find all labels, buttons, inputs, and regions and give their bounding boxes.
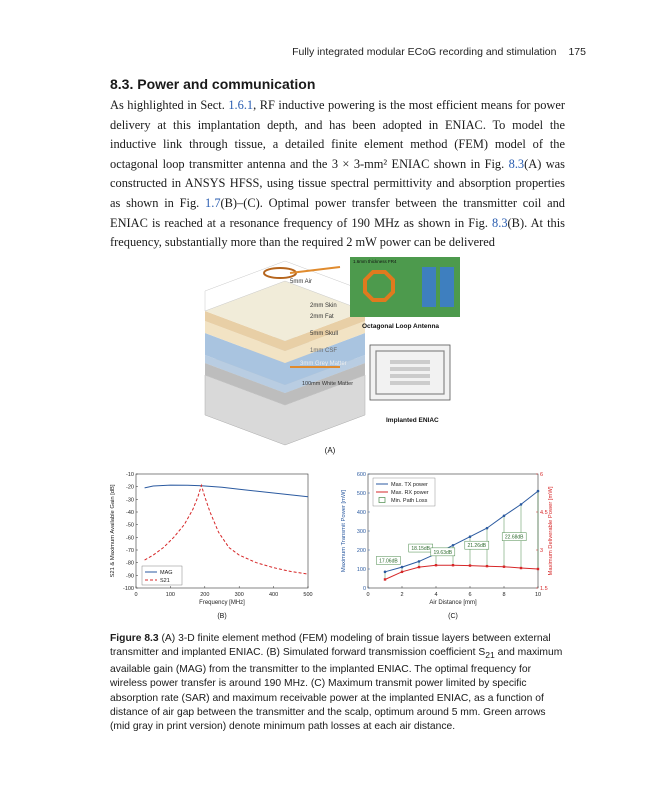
running-head-title: Fully integrated modular ECoG recording and stimulation bbox=[292, 46, 557, 58]
legend-label: MAG bbox=[160, 570, 173, 576]
y-tick-label: 300 bbox=[356, 529, 366, 535]
y-tick-label: -10 bbox=[126, 472, 134, 478]
chip-block bbox=[440, 267, 454, 307]
y-tick-label: 100 bbox=[356, 567, 366, 573]
caption-label: Figure 8.3 bbox=[110, 633, 159, 644]
x-axis-label: Air Distance [mm] bbox=[429, 600, 477, 606]
y2-tick-label: 3 bbox=[540, 548, 544, 554]
data-point bbox=[520, 567, 522, 569]
data-point bbox=[418, 566, 420, 568]
x-tick-label: 8 bbox=[502, 592, 506, 598]
data-point bbox=[537, 490, 540, 493]
data-point bbox=[418, 560, 421, 563]
x-tick-label: 500 bbox=[303, 592, 313, 598]
tissue-stack bbox=[205, 261, 365, 445]
data-point bbox=[486, 565, 488, 567]
legend-label: Max. RX power bbox=[391, 490, 429, 496]
data-point bbox=[503, 566, 505, 568]
para-text: As highlighted in Sect. bbox=[110, 98, 229, 112]
eniac-chip bbox=[370, 345, 450, 400]
path-loss-label: 18.15dB bbox=[411, 546, 431, 553]
y2-tick-label: 1.5 bbox=[540, 586, 548, 592]
body-paragraph bbox=[110, 96, 565, 253]
legend-label: S21 bbox=[160, 578, 170, 584]
y-tick-label: -20 bbox=[126, 484, 134, 491]
x-tick-label: 200 bbox=[200, 592, 210, 598]
path-loss-label: 22.68dB bbox=[504, 534, 524, 541]
legend-label: Max. TX power bbox=[391, 482, 428, 488]
ref-link[interactable]: 8.3 bbox=[508, 156, 525, 171]
layer-label: 2mm Skin bbox=[310, 303, 337, 309]
layer-label: 5mm Skull bbox=[310, 331, 339, 337]
legend-label: Min. Path Loss bbox=[391, 498, 428, 504]
data-point bbox=[435, 564, 437, 566]
series-line-mag bbox=[145, 485, 308, 497]
x-axis-label: Frequency [MHz] bbox=[199, 600, 245, 606]
y2-tick-label: 4.5 bbox=[540, 510, 548, 516]
x-tick-label: 2 bbox=[400, 592, 404, 598]
chip-block bbox=[422, 267, 436, 307]
y-tick-label: -80 bbox=[126, 560, 134, 567]
data-point bbox=[486, 527, 489, 530]
y2-tick-label: 6 bbox=[540, 472, 544, 478]
y-axis-label: S21 & Maximum Available Gain [dB] bbox=[110, 484, 116, 578]
path-loss-label: 21.26dB bbox=[467, 543, 487, 550]
data-point bbox=[469, 535, 472, 538]
x-tick-label: 6 bbox=[468, 592, 472, 598]
panel-label-a: (A) bbox=[324, 446, 336, 455]
path-loss-label: 19.63dB bbox=[433, 549, 453, 556]
path-loss-label: 17.06dB bbox=[379, 558, 398, 565]
figure-b-s21-chart bbox=[108, 470, 320, 620]
caption-text: and maximum available gain (MAG) from the transmitter to the implanted ENIAC. The optimal frequency for wireless power transfer is around 190 MHz. (C) Maximum transmit power limited by specific absorption rate (SAR) and maximum receivable power at the implanted ENIAC, as a function of distance of air gap between the transmitter and the scalp, optimum around 5 mm. Green arrows (mid gray in print version) denote minimum path losses at each air distance. bbox=[110, 647, 563, 733]
series-line bbox=[385, 565, 538, 579]
x-tick-label: 100 bbox=[165, 592, 175, 598]
x-tick-label: 0 bbox=[134, 592, 138, 598]
y-tick-label: 200 bbox=[356, 548, 366, 554]
figure-caption bbox=[110, 632, 565, 735]
para-text: (B)–(C). Optimal power transfer between the transmitter coil and ENIAC is reached at a resonance frequency of 190 MHz as shown in Fig. bbox=[110, 195, 565, 230]
x-tick-label: 4 bbox=[434, 592, 438, 598]
layer-label: 100mm White Matter bbox=[302, 381, 354, 387]
y-tick-label: -90 bbox=[126, 573, 134, 580]
layer-label: 2mm Fat bbox=[310, 314, 334, 320]
y-tick-label: -50 bbox=[126, 522, 134, 529]
y2-axis-label: Maximum Deliverable Power [mW] bbox=[548, 486, 554, 576]
panel-label-c: (C) bbox=[448, 613, 458, 620]
y-axis-label: Maximum Transmit Power [mW] bbox=[341, 489, 347, 573]
section-title: 8.3. Power and communication bbox=[110, 76, 316, 92]
data-point bbox=[452, 564, 454, 566]
data-point bbox=[384, 578, 386, 580]
figure-c-power-chart bbox=[338, 470, 558, 620]
caption-text: (A) 3-D finite element method (FEM) modeling of brain tissue layers between external transmitter and implanted ENIAC. (B) Simulated forward transmission coefficient S bbox=[110, 633, 551, 659]
page-number: 175 bbox=[568, 46, 586, 58]
data-point bbox=[520, 503, 523, 506]
data-point bbox=[469, 564, 471, 566]
y-tick-label: -30 bbox=[126, 497, 134, 504]
data-point bbox=[503, 515, 506, 518]
data-point bbox=[384, 571, 387, 574]
ref-link[interactable]: 1.7 bbox=[205, 195, 221, 210]
ref-link[interactable]: 8.3 bbox=[492, 215, 508, 230]
eniac-label: Implanted ENIAC bbox=[386, 417, 439, 424]
para-text: (A) was constructed in ANSYS HFSS, using tissue spectral permittivity and absorption properties as shown in Fig. bbox=[110, 156, 565, 210]
ref-link[interactable]: 1.6.1 bbox=[228, 98, 254, 112]
para-text: (B). At this frequency, substantially more than the required 2 mW power can be delivered bbox=[110, 215, 565, 250]
layer-label: 3mm Grey Matter bbox=[300, 361, 347, 367]
y-tick-label: 400 bbox=[356, 510, 366, 516]
y-tick-label: -40 bbox=[126, 510, 134, 516]
figure-a-tissue-model bbox=[190, 255, 470, 455]
para-text: , RF inductive powering is the most efficient means for power delivery at this implantation depth, and has been adopted in ENIAC. To model the inductive link through tissue, a detailed finite element method (FEM) model of the octagonal loop transmitter antenna and the 3 × 3-mm² ENIAC shown in Fig. bbox=[110, 98, 565, 171]
y-tick-label: 500 bbox=[356, 491, 366, 497]
y-tick-label: -100 bbox=[122, 586, 134, 592]
data-point bbox=[401, 566, 404, 569]
data-point bbox=[537, 568, 539, 570]
running-head bbox=[292, 46, 586, 58]
layer-label: 5mm Air bbox=[290, 279, 313, 285]
y-tick-label: -70 bbox=[126, 548, 134, 554]
y-tick-label: 0 bbox=[362, 586, 366, 592]
layer-label: 1mm CSF bbox=[310, 348, 337, 354]
y-tick-label: -60 bbox=[126, 535, 134, 542]
x-tick-label: 400 bbox=[269, 592, 279, 598]
antenna-label: Octagonal Loop Antenna bbox=[362, 323, 440, 330]
x-tick-label: 300 bbox=[234, 592, 244, 598]
panel-label-b: (B) bbox=[217, 613, 227, 620]
fr4-label: 1.6mm thickness FR4 bbox=[353, 259, 397, 264]
data-point bbox=[452, 544, 455, 547]
y-tick-label: 600 bbox=[356, 472, 366, 478]
x-tick-label: 0 bbox=[366, 592, 370, 598]
series-line-s21 bbox=[145, 485, 308, 574]
data-point bbox=[401, 571, 403, 573]
x-tick-label: 10 bbox=[534, 592, 542, 598]
caption-sub: 21 bbox=[485, 650, 495, 661]
